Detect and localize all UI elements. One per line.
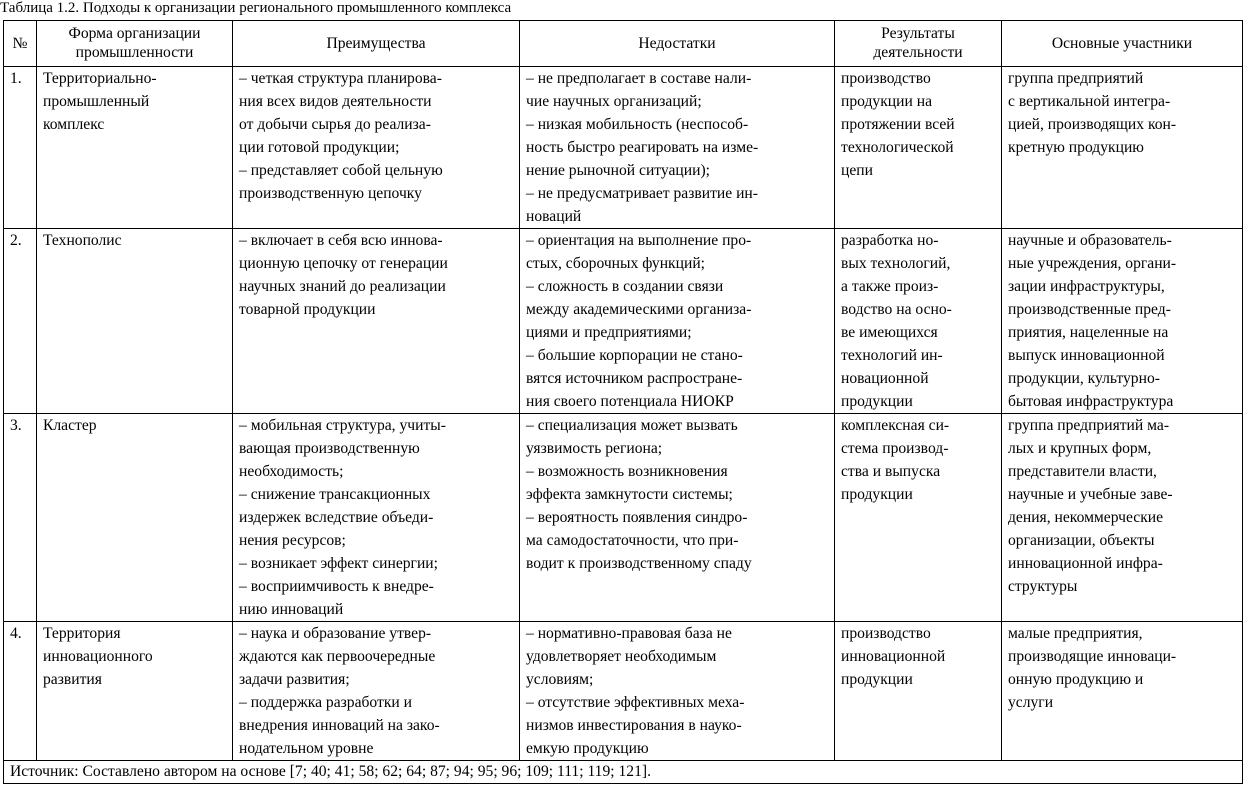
cell-line: инновационной: [841, 648, 946, 665]
cell-disadvantages: [520, 622, 835, 761]
cell-line: ждаются как первоочередные: [239, 648, 436, 665]
cell-participants: [1002, 414, 1243, 622]
cell-line: – сложность в создании связи: [526, 278, 724, 295]
cell-results: [835, 414, 1002, 622]
cell-line: – восприимчивость к внедре-: [239, 578, 434, 595]
table-caption: Таблица 1.2. Подходы к организации регионального промышленного комплекса: [0, 0, 512, 16]
cell-advantages: [233, 229, 520, 414]
cell-line: эффекта замкнутости системы;: [526, 486, 733, 503]
table-row: [4, 414, 1243, 622]
cell-line: низмов инвестирования в науко-: [526, 717, 742, 734]
cell-line: разработка но-: [841, 232, 939, 249]
cell-line: циями и предприятиями;: [526, 324, 692, 341]
cell-line: продукции, культурно-: [1008, 370, 1160, 387]
cell-line: – вероятность появления синдро-: [526, 509, 748, 526]
header-advantages: [233, 21, 520, 67]
cell-line: вающая производственную: [239, 440, 420, 457]
cell-line: инновационной инфра-: [1008, 555, 1163, 572]
cell-form: [37, 229, 233, 414]
cell-line: продукции: [841, 486, 913, 503]
cell-line: водство на осно-: [841, 301, 952, 318]
cell-form: [37, 67, 233, 229]
header-line: Преимущества: [326, 34, 426, 52]
source-row: [4, 761, 1243, 784]
header-line: Форма организации: [68, 25, 201, 42]
cell-line: – не предполагает в составе нали-: [526, 70, 752, 87]
cell-line: ма самодостаточности, что при-: [526, 532, 739, 549]
cell-line: между академическими организа-: [526, 301, 752, 318]
cell-line: – снижение трансакционных: [239, 486, 431, 503]
cell-participants: [1002, 229, 1243, 414]
row-number: 2.: [4, 229, 37, 414]
cell-line: условиям;: [526, 671, 594, 688]
cell-line: ния своего потенциала НИОКР: [526, 393, 734, 410]
cell-line: – возможность возникновения: [526, 463, 728, 480]
cell-line: промышленный: [43, 93, 150, 110]
cell-line: стема производ-: [841, 440, 949, 457]
header-line: промышленности: [75, 44, 194, 61]
cell-advantages: [233, 67, 520, 229]
cell-line: от добычи сырья до реализа-: [239, 116, 431, 133]
header-line: Недостатки: [638, 34, 716, 52]
cell-results: [835, 229, 1002, 414]
cell-line: ве имеющихся: [841, 324, 938, 341]
cell-line: с вертикальной интегра-: [1008, 93, 1171, 110]
cell-line: ции готовой продукции;: [239, 139, 400, 156]
cell-line: стых, сборочных функций;: [526, 255, 706, 272]
cell-line: услуги: [1008, 694, 1054, 711]
header-line: деятельности: [873, 44, 963, 61]
cell-line: научные и образователь-: [1008, 232, 1172, 249]
cell-disadvantages: [520, 67, 835, 229]
row-number: 3.: [4, 414, 37, 622]
table-row: [4, 229, 1243, 414]
cell-line: – низкая мобильность (неспособ-: [526, 116, 749, 133]
cell-line: – поддержка разработки и: [239, 694, 413, 711]
cell-line: нения ресурсов;: [239, 532, 346, 549]
cell-line: приятия, нацеленные на: [1008, 324, 1169, 341]
cell-line: нию инноваций: [239, 601, 344, 618]
cell-line: – большие корпорации не стано-: [526, 347, 743, 364]
cell-line: необходимость;: [239, 463, 344, 480]
cell-line: инновационного: [43, 648, 153, 665]
cell-line: – наука и образование утвер-: [239, 625, 432, 642]
cell-line: ные учреждения, органи-: [1008, 255, 1177, 272]
cell-line: чие научных организаций;: [526, 93, 702, 110]
cell-line: а также произ-: [841, 278, 939, 295]
cell-line: малые предприятия,: [1008, 625, 1143, 642]
header-row: [4, 21, 1243, 67]
cell-line: лых и крупных форм,: [1008, 440, 1152, 457]
cell-line: ния всех видов деятельности: [239, 93, 432, 110]
cell-line: издержек вследствие объеди-: [239, 509, 434, 526]
header-results: [835, 21, 1002, 67]
cell-line: группа предприятий: [1008, 70, 1144, 87]
cell-line: научные и учебные заве-: [1008, 486, 1173, 503]
cell-line: производство: [841, 70, 931, 87]
cell-line: производящие инноваци-: [1008, 648, 1177, 665]
approaches-table: [3, 20, 1243, 784]
cell-line: задачи развития;: [239, 671, 350, 688]
cell-line: Территория: [43, 625, 121, 642]
table-row: [4, 622, 1243, 761]
cell-line: производственные пред-: [1008, 301, 1171, 318]
cell-line: – не предусматривает развитие ин-: [526, 185, 758, 202]
cell-line: цией, производящих кон-: [1008, 116, 1177, 133]
cell-line: удовлетворяет необходимым: [526, 648, 717, 665]
cell-line: организации, объекты: [1008, 532, 1155, 549]
cell-line: продукции на: [841, 93, 932, 110]
cell-line: производственную цепочку: [239, 185, 422, 202]
header-num: [4, 21, 37, 67]
cell-line: новаций: [526, 208, 582, 225]
cell-line: комплекс: [43, 116, 105, 133]
table-row: [4, 67, 1243, 229]
cell-disadvantages: [520, 229, 835, 414]
cell-line: онную продукцию и: [1008, 671, 1144, 688]
row-number: 1.: [4, 67, 37, 229]
cell-line: продукции: [841, 393, 913, 410]
cell-line: выпуск инновационной: [1008, 347, 1165, 364]
cell-results: [835, 67, 1002, 229]
cell-line: – нормативно-правовая база не: [526, 625, 732, 642]
cell-participants: [1002, 67, 1243, 229]
cell-line: Территориально-: [43, 70, 157, 87]
cell-line: вых технологий,: [841, 255, 951, 272]
cell-form: [37, 414, 233, 622]
cell-line: внедрения инноваций на зако-: [239, 717, 440, 734]
cell-line: кретную продукцию: [1008, 139, 1144, 156]
cell-line: цепи: [841, 162, 873, 179]
header-participants: [1002, 21, 1243, 67]
cell-line: Кластер: [43, 417, 97, 434]
cell-line: группа предприятий ма-: [1008, 417, 1170, 434]
cell-line: дения, некоммерческие: [1008, 509, 1164, 526]
header-disadvantages: [520, 21, 835, 67]
cell-line: продукции: [841, 671, 913, 688]
cell-line: развития: [43, 671, 102, 688]
cell-line: бытовая инфраструктура: [1008, 393, 1174, 410]
cell-line: – мобильная структура, учиты-: [239, 417, 446, 434]
cell-line: ность быстро реагировать на изме-: [526, 139, 759, 156]
cell-line: товарной продукции: [239, 301, 376, 318]
header-line: Результаты: [881, 25, 955, 42]
cell-line: технологической: [841, 139, 954, 156]
cell-line: структуры: [1008, 578, 1078, 595]
cell-line: ционную цепочку от генерации: [239, 255, 448, 272]
cell-disadvantages: [520, 414, 835, 622]
cell-line: технологий ин-: [841, 347, 943, 364]
cell-line: представители власти,: [1008, 463, 1157, 480]
cell-line: нодательном уровне: [239, 740, 374, 757]
cell-line: комплексная си-: [841, 417, 950, 434]
header-line: Основные участники: [1051, 34, 1193, 52]
row-number: 4.: [4, 622, 37, 761]
cell-line: – специализация может вызвать: [526, 417, 738, 434]
cell-line: уязвимость региона;: [526, 440, 663, 457]
cell-line: новационной: [841, 370, 929, 387]
cell-participants: [1002, 622, 1243, 761]
cell-line: – представляет собой цельную: [239, 162, 443, 179]
cell-line: – четкая структура планирова-: [239, 70, 442, 87]
cell-line: – ориентация на выполнение про-: [526, 232, 752, 249]
cell-line: вятся источником распростране-: [526, 370, 743, 387]
cell-advantages: [233, 622, 520, 761]
cell-line: ства и выпуска: [841, 463, 941, 480]
cell-line: протяжении всей: [841, 116, 955, 133]
cell-line: – отсутствие эффективных меха-: [526, 694, 745, 711]
cell-line: научных знаний до реализации: [239, 278, 446, 295]
cell-line: водит к производственному спаду: [526, 555, 752, 572]
cell-line: Технополис: [43, 232, 122, 249]
cell-line: зации инфраструктуры,: [1008, 278, 1165, 295]
cell-line: нение рыночной ситуации);: [526, 162, 710, 179]
cell-line: – возникает эффект синергии;: [239, 555, 438, 572]
cell-line: – включает в себя всю иннова-: [239, 232, 443, 249]
cell-form: [37, 622, 233, 761]
cell-line: емкую продукцию: [526, 740, 649, 757]
header-form: [37, 21, 233, 67]
cell-advantages: [233, 414, 520, 622]
source-note: Источник: Составлено автором на основе [7; 40; 41; 58; 62; 64; 87; 94; 95; 96; 109; 111; 119; 121].: [4, 761, 1243, 784]
cell-line: производство: [841, 625, 931, 642]
cell-results: [835, 622, 1002, 761]
header-line: №: [12, 34, 28, 52]
